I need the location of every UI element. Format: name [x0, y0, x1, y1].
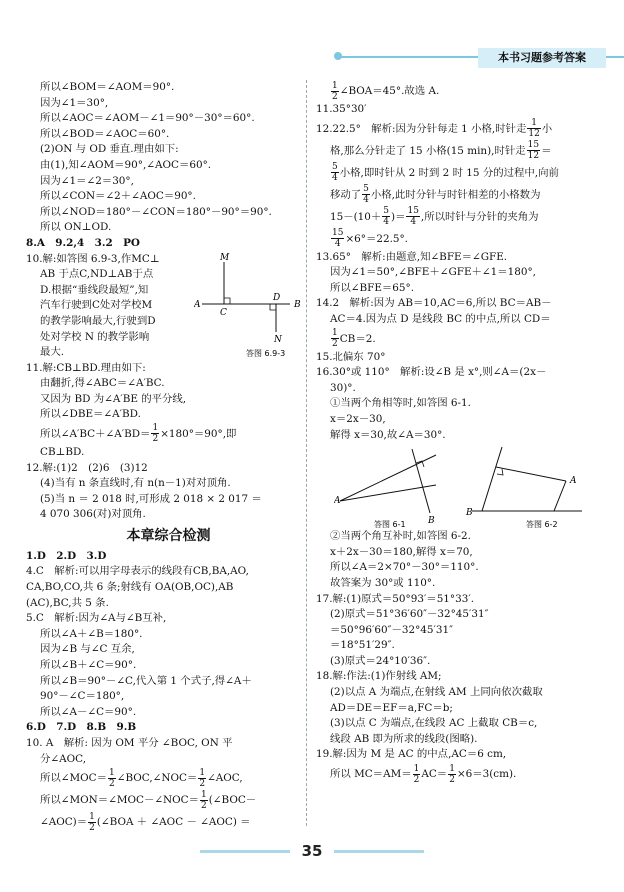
text-line: 11.35°30′: [316, 103, 367, 115]
text-line: (3)原式＝24°10′36″.: [330, 654, 431, 667]
text-line: 90°－∠C＝180°,: [40, 690, 125, 703]
fraction: [406, 206, 419, 227]
text-span: 小格,此时分针与时针相差的小格数为: [370, 188, 541, 201]
denominator: 4: [334, 239, 341, 250]
text-span: ∠AOC,: [207, 772, 243, 785]
fraction: [331, 162, 339, 183]
text-line: 又因为 BD 为∠A′BE 的平分线,: [40, 392, 187, 405]
label-C: C: [220, 307, 227, 318]
numerator: 1: [89, 811, 95, 822]
text-line: 15.北偏东 70°: [316, 350, 386, 363]
text-line: 18.解:作法:(1)作射线 AM;: [316, 670, 442, 683]
text-line: 故答案为 30°或 110°.: [330, 576, 436, 589]
numerator: 1: [413, 763, 420, 774]
text-span: 小: [541, 122, 553, 135]
denominator: 4: [383, 217, 390, 228]
fraction: [331, 328, 339, 349]
text-line: CB⊥BD.: [40, 445, 85, 458]
text-line: ②当两个角互补时,如答图 6-2.: [330, 530, 471, 543]
text-line: 因为∠1＝50°,∠BFE＋∠GFE＋∠1＝180°,: [330, 266, 536, 279]
text-line: 4 070 306(对)对顶角.: [40, 508, 146, 521]
text-line: [26, 767, 311, 789]
fraction: [198, 768, 206, 789]
label-A: A: [570, 476, 577, 487]
left-column: [26, 80, 311, 833]
text-span: 所以 MC＝AM＝: [330, 768, 412, 781]
denominator: 12: [528, 129, 540, 140]
text-span: ∠AOC)＝: [40, 816, 88, 829]
text-span: CB＝2.: [339, 332, 376, 345]
text-line: 所以∠A－∠C＝90°.: [40, 705, 137, 718]
denominator: 2: [413, 774, 420, 785]
denominator: 2: [332, 91, 338, 102]
fraction: [88, 812, 96, 833]
numerator: 15: [332, 228, 344, 239]
text-span: 所以∠MOC＝: [40, 772, 107, 785]
fraction: [527, 118, 540, 139]
denominator: 2: [109, 778, 115, 789]
text-line: 因为∠1＝∠2＝30°,: [40, 174, 134, 187]
text-line: 所以 ON⊥OD.: [40, 221, 112, 234]
text-line: (2)以点 A 为端点,在射线 AM 上同向依次截取: [330, 686, 543, 699]
text-span: 12.22.5° 解析:因为分针每走 1 小格,时针走: [316, 122, 527, 135]
text-line: [26, 789, 311, 811]
numerator: 1: [152, 423, 159, 434]
right-column: [316, 80, 604, 785]
text-line: 所以∠A＋∠B＝180°.: [40, 627, 143, 640]
text-line: (AC),BC,共 5 条.: [26, 596, 109, 609]
text-line: [316, 80, 604, 102]
text-line: 由翻折,得∠ABC＝∠A′BC.: [40, 377, 165, 390]
fraction: [200, 790, 208, 811]
numerator: 5: [332, 162, 338, 173]
text-span: AC＝: [421, 768, 448, 781]
text-line: 由(1),知∠AOM＝90°,∠AOC＝60°.: [40, 158, 212, 171]
denominator: 2: [201, 800, 207, 811]
numerator: 15: [407, 206, 419, 217]
text-line: 19.解:因为 M 是 AC 的中点,AC＝6 cm,: [316, 748, 507, 761]
text-span: (∠BOA ＋ ∠AOC － ∠AOC) ＝: [96, 816, 251, 829]
figure-6-1: [334, 445, 444, 529]
text-span: 小格,即时针从 2 时到 2 时 15 分的过程中,向前: [339, 166, 559, 179]
text-line: AB 于点C,ND⊥AB于点: [40, 268, 154, 281]
numerator: 1: [199, 767, 206, 778]
text-line: 所以∠BOD＝∠AOC＝60°.: [40, 127, 170, 140]
text-line: D.根据“垂线段最短”,知: [40, 283, 149, 296]
fraction: [382, 206, 390, 227]
label-A: A: [334, 496, 341, 507]
text-line: 线段 AB 即为所求的线段(图略).: [330, 732, 478, 745]
text-line: [316, 140, 604, 162]
figure-6-2: [462, 445, 592, 529]
text-span: 15－(10＋: [330, 210, 382, 223]
text-line: [26, 811, 311, 833]
text-line: [316, 328, 604, 350]
text-line: ①当两个角相等时,如答图 6-1.: [330, 397, 471, 410]
text-line: 所以∠B＝90°－∠C,代入第 1 个式子,得∠A＋: [40, 674, 252, 687]
text-line: ＝50°96′60″－32°45′31″: [330, 623, 453, 636]
denominator: 12: [527, 151, 540, 162]
text-line: 5.C 解析:因为∠A与∠B互补,: [26, 612, 167, 625]
text-line: [316, 184, 604, 206]
text-line: (3)以点 C 为端点,在线段 AC 上截取 CB＝c,: [330, 717, 538, 730]
text-line: 所以∠DBE＝∠A′BD.: [40, 408, 141, 421]
text-span: 所以∠A′BC＋∠A′BD＝: [40, 427, 151, 440]
answer-8-9: 8.A 9.2,4 3.2 PO: [26, 236, 140, 249]
figure-6-9-3: [194, 252, 312, 360]
text-line: [316, 206, 604, 228]
text-line: 10. A 解析: 因为 OM 平分 ∠BOC, ON 平: [26, 737, 233, 749]
text-line: 最大.: [40, 346, 65, 359]
page-number: 35: [301, 842, 323, 860]
text-line: [316, 763, 604, 785]
denominator: 2: [199, 778, 206, 789]
text-span: ＝: [541, 144, 552, 157]
text-line: 所以∠B＋∠C＝90°.: [40, 659, 137, 672]
text-line: 13.65° 解析:由题意,知∠BFE＝∠GFE.: [316, 250, 508, 263]
text-line: 14.2 解析:因为 AB＝10,AC＝6,所以 BC＝AB－: [316, 297, 552, 310]
text-line: [26, 423, 311, 445]
denominator: 4: [332, 173, 338, 184]
text-line: 16.30°或 110° 解析:设∠B 是 x°,则∠A＝(2x－: [316, 366, 547, 379]
text-line: 处对学校 N 的教学影响: [40, 330, 150, 343]
text-span: 所以∠MON＝∠MOC－∠NOC＝: [40, 794, 199, 807]
text-span: 格,那么分针走了 15 小格(15 min),时针走: [330, 144, 526, 157]
figure-caption: 答图 6.9-3: [246, 348, 286, 358]
text-line: (2)ON 与 OD 垂直.理由如下:: [40, 143, 179, 156]
text-line: 因为∠1＝30°,: [40, 96, 109, 109]
text-line: 因为∠B 与∠C 互余,: [40, 643, 135, 656]
fraction: [362, 184, 370, 205]
figures-6-1-6-2: [316, 443, 604, 529]
fraction: [413, 764, 421, 785]
label-B: B: [428, 516, 435, 527]
numerator: 5: [363, 184, 369, 195]
text-line: (4)当有 n 条直线时,有 n(n－1)对对顶角.: [40, 477, 231, 490]
numerator: 1: [201, 789, 207, 800]
text-line: x＋2x－30＝180,解得 x＝70,: [330, 545, 473, 558]
text-span: ×6°＝22.5°.: [345, 232, 408, 245]
text-line: AC＝4.因为点 D 是线段 BC 的中点,所以 CD＝: [330, 312, 551, 325]
text-line: 所以∠A＝2×70°－30°＝110°.: [330, 561, 479, 574]
denominator: 2: [89, 822, 95, 833]
text-line: ＝18°51′29″.: [330, 639, 395, 652]
text-line: x＝2x－30,: [330, 412, 386, 425]
denominator: 2: [449, 774, 455, 785]
text-line: 17.解:(1)原式＝50°93′＝51°33′.: [316, 592, 474, 605]
numerator: 15: [527, 140, 540, 151]
text-line: 汽车行驶到C处对学校M: [40, 299, 153, 312]
text-line: [316, 118, 604, 140]
fraction: [108, 768, 116, 789]
text-span: 移动了: [330, 188, 362, 201]
text-line: 4.C 解析:可以用字母表示的线段有CB,BA,AO,: [26, 565, 249, 578]
text-line: AD＝DE＝EF＝a,FC＝b;: [330, 701, 453, 714]
text-line: 所以∠AOC＝∠AOM－∠1＝90°－30°＝60°.: [40, 112, 255, 125]
fraction: [331, 228, 344, 249]
numerator: 5: [383, 206, 390, 217]
label-D: D: [273, 292, 281, 303]
text-line: 11.解:CB⊥BD.理由如下:: [26, 361, 146, 374]
text-line: 1.D 2.D 3.D: [26, 549, 107, 562]
figure-caption: 答图 6-1: [374, 520, 406, 530]
text-line: (2)原式＝51°36′60″－32°45′31″: [330, 608, 489, 621]
numerator: 1: [449, 763, 455, 774]
text-line: (5)当 n ＝ 2 018 时,可形成 2 018 × 2 017 ＝: [40, 492, 262, 505]
text-line: 所以∠CON＝∠2＋∠AOC＝90°.: [40, 190, 196, 203]
section-title: 本章综合检测: [126, 527, 211, 544]
label-B: B: [466, 508, 473, 519]
fraction: [527, 140, 540, 161]
text-span: ,所以时针与分针的夹角为: [420, 210, 539, 223]
text-span: )＝: [391, 210, 406, 223]
text-line: 的教学影响最大,行驶到D: [40, 314, 156, 327]
label-N: N: [274, 334, 282, 345]
text-span: ∠BOA＝45°.故选 A.: [339, 85, 440, 97]
text-line: [316, 162, 604, 184]
header-title: 本书习题参考答案: [478, 48, 606, 68]
label-M: M: [220, 252, 230, 263]
text-line: 10.解:如答图 6.9-3,作MC⊥: [26, 252, 160, 265]
numerator: 1: [332, 328, 338, 339]
text-line: CA,BO,CO,共 6 条;射线有 OA(OB,OC),AB: [26, 581, 234, 594]
fraction: [448, 764, 456, 785]
text-line: 12.解:(1)2 (2)6 (3)12: [26, 461, 148, 474]
text-line: 所以∠NOD＝180°－∠CON＝180°－90°＝90°.: [40, 205, 272, 218]
text-span: (∠BOC－: [208, 794, 257, 807]
numerator: 1: [332, 80, 338, 91]
text-span: ×180°＝90°,即: [160, 427, 237, 440]
text-span: ∠BOC,∠NOC＝: [116, 772, 198, 785]
text-line: 所以∠BOM＝∠AOM＝90°.: [40, 81, 175, 93]
fraction: [331, 81, 339, 102]
denominator: 4: [410, 217, 417, 228]
text-line: 30)°.: [330, 381, 356, 394]
fraction: [151, 423, 159, 444]
figure-caption: 答图 6-2: [526, 520, 558, 530]
text-span: ×6＝3(cm).: [456, 768, 517, 781]
denominator: 4: [363, 195, 369, 206]
denominator: 2: [332, 339, 338, 350]
text-line: 6.D 7.D 8.B 9.B: [26, 721, 137, 734]
text-line: [316, 228, 604, 250]
label-B: B: [294, 299, 301, 310]
text-line: 分∠AOC,: [40, 752, 87, 765]
label-A: A: [194, 299, 201, 310]
question-10-block: [26, 252, 311, 361]
numerator: 1: [527, 118, 540, 129]
denominator: 2: [152, 434, 159, 445]
numerator: 1: [109, 767, 115, 778]
text-line: 解得 x＝30,故∠A＝30°.: [330, 428, 446, 441]
text-line: 所以∠BFE＝65°.: [330, 281, 415, 294]
